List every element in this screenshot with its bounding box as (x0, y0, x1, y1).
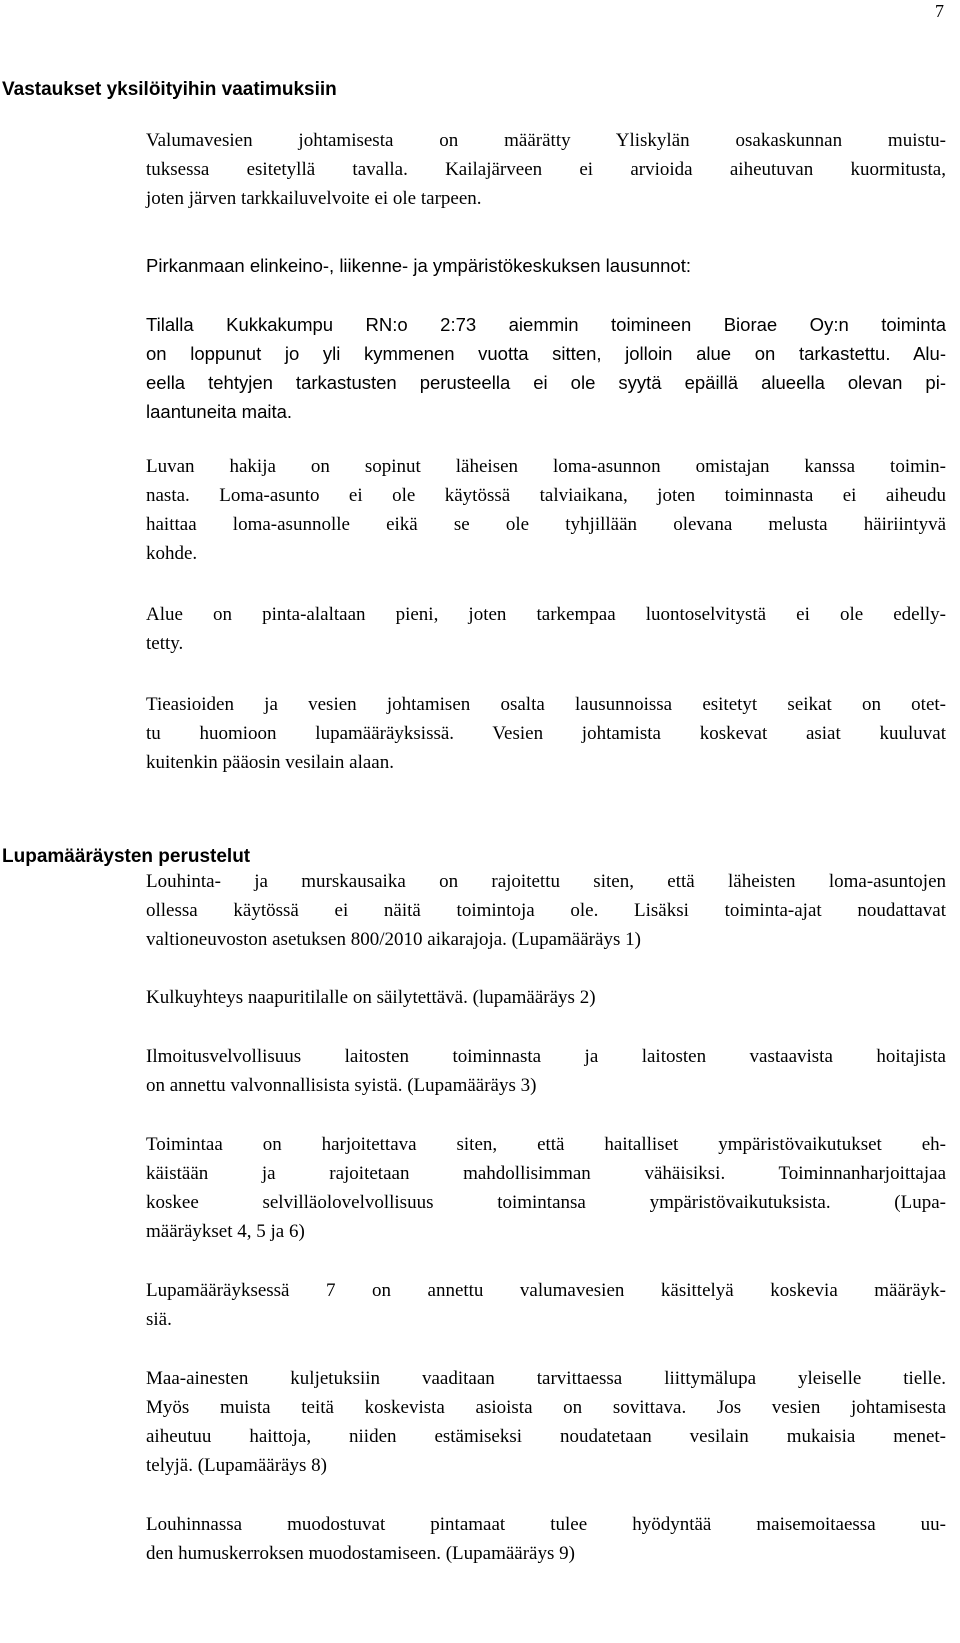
text-line: Valumavesien johtamisesta on määrätty Yliskylän osakaskunnan muistu- (146, 130, 946, 151)
text-line: tu huomioon lupamääräyksissä. Vesien johtamista koskevat asiat kuuluvat (146, 723, 946, 744)
text-line: kohde. (146, 543, 198, 564)
paragraph-road-and-water (146, 690, 946, 777)
text-line: Tilalla Kukkakumpu RN:o 2:73 aiemmin toimineen Biorae Oy:n toiminta (146, 314, 946, 335)
text-line: Ilmoitusvelvollisuus laitosten toiminnasta ja laitosten vastaavista hoitajista (146, 1046, 946, 1067)
text-line: on loppunut jo yli kymmenen vuotta sitten, jolloin alue on tarkastettu. Alu- (146, 343, 946, 364)
text-line: nasta. Loma-asunto ei ole käytössä talviaikana, joten toiminnasta ei aiheudu (146, 485, 946, 506)
paragraph-runoff-water (146, 126, 946, 213)
text-line: den humuskerroksen muodostamiseen. (Lupamääräys 9) (146, 1543, 575, 1564)
text-line: laantuneita maita. (146, 401, 293, 422)
text-line: ollessa käytössä ei näitä toimintoja ole. Lisäksi toiminta-ajat noudattavat (146, 900, 946, 921)
paragraph-ely-statements-intro (146, 251, 946, 280)
text-line: Pirkanmaan elinkeino-, liikenne- ja ympäristökeskuksen lausunnot: (146, 255, 692, 276)
text-line: Maa-ainesten kuljetuksiin vaaditaan tarvittaessa liittymälupa yleiselle tielle. (146, 1368, 946, 1389)
paragraph-regulation-1 (146, 867, 946, 954)
text-line: Alue on pinta-alaltaan pieni, joten tarkempaa luontoselvitystä ei ole edelly- (146, 604, 946, 625)
paragraph-biorae-site (146, 310, 946, 426)
text-line: valtioneuvoston asetuksen 800/2010 aikarajoja. (Lupamääräys 1) (146, 929, 641, 950)
text-line: joten järven tarkkailuvelvoite ei ole tarpeen. (146, 188, 482, 209)
text-line: tetty. (146, 633, 184, 654)
text-line: Toimintaa on harjoitettava siten, että haitalliset ympäristövaikutukset eh- (146, 1134, 946, 1155)
paragraph-regulation-7 (146, 1276, 946, 1334)
text-line: haittaa loma-asunnolle eikä se ole tyhjillään olevana melusta häiriintyvä (146, 514, 946, 535)
text-line: tuksessa esitetyllä tavalla. Kailajärveen ei arvioida aiheutuvan kuormitusta, (146, 159, 946, 180)
text-line: käistään ja rajoitetaan mahdollisimman vähäisiksi. Toiminnanharjoittajaa (146, 1163, 946, 1184)
page-number: 7 (935, 1, 944, 21)
section-heading-responses: Vastaukset yksilöityihin vaatimuksiin (2, 79, 337, 100)
paragraph-regulation-8 (146, 1364, 946, 1480)
text-line: Lupamääräyksessä 7 on annettu valumavesien käsittelyä koskevia määräyk- (146, 1280, 946, 1301)
text-line: siä. (146, 1309, 172, 1330)
text-line: telyjä. (Lupamääräys 8) (146, 1455, 327, 1476)
text-line: aiheutuu haittoja, niiden estämiseksi noudatetaan vesilain mukaisia menet- (146, 1426, 946, 1447)
paragraph-nature-survey (146, 600, 946, 658)
paragraph-holiday-home (146, 452, 946, 568)
paragraph-regulation-9 (146, 1510, 946, 1568)
paragraph-regulation-3 (146, 1042, 946, 1100)
text-line: on annettu valvonnallisista syistä. (Lupamääräys 3) (146, 1075, 537, 1096)
text-line: Kulkuyhteys naapuritilalle on säilytettävä. (lupamääräys 2) (146, 987, 596, 1008)
paragraph-regulation-2 (146, 983, 946, 1012)
text-line: Tieasioiden ja vesien johtamisen osalta lausunnoissa esitetyt seikat on otet- (146, 694, 946, 715)
text-line: Myös muista teitä koskevista asioista on sovittava. Jos vesien johtamisesta (146, 1397, 946, 1418)
section-heading-justifications: Lupamääräysten perustelut (2, 846, 251, 867)
text-line: Luvan hakija on sopinut läheisen loma-asunnon omistajan kanssa toimin- (146, 456, 946, 477)
text-line: koskee selvilläolovelvollisuus toimintansa ympäristövaikutuksista. (Lupa- (146, 1192, 946, 1213)
text-line: Louhinnassa muodostuvat pintamaat tulee hyödyntää maisemoitaessa uu- (146, 1514, 946, 1535)
text-line: eella tehtyjen tarkastusten perusteella ei ole syytä epäillä alueella olevan pi- (146, 372, 946, 393)
text-line: Louhinta- ja murskausaika on rajoitettu siten, että läheisten loma-asuntojen (146, 871, 946, 892)
text-line: määräykset 4, 5 ja 6) (146, 1221, 305, 1242)
paragraph-regulations-4-6 (146, 1130, 946, 1246)
text-line: kuitenkin pääosin vesilain alaan. (146, 752, 394, 773)
